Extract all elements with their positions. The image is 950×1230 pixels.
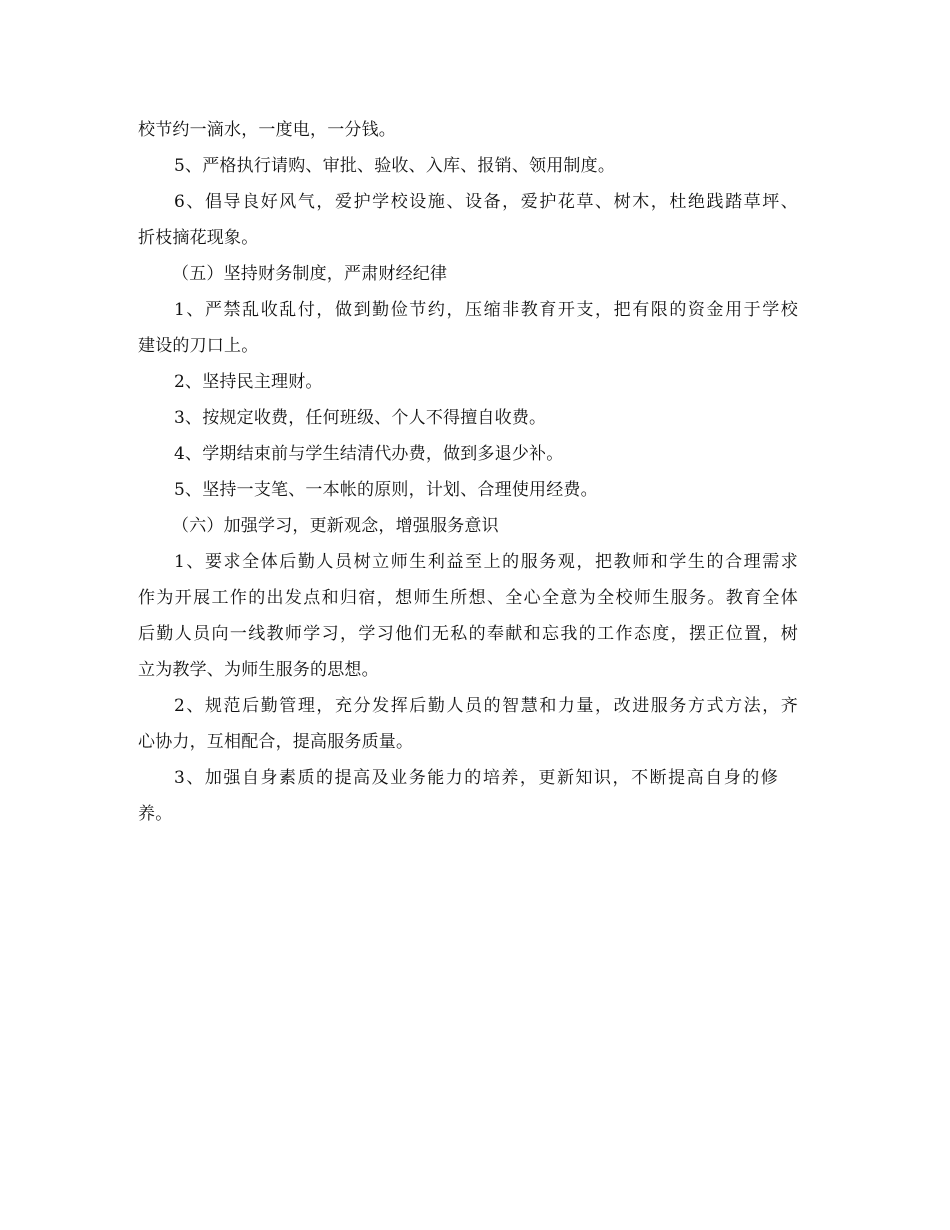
text-line: 作为开展工作的出发点和归宿，想师生所想、全心全意为全校师生服务。教育全体 — [138, 588, 798, 608]
list-item-5-one-pen: 5、坚持一支笔、一本帐的原则，计划、合理使用经费。 — [174, 480, 598, 500]
text-line: 1、要求全体后勤人员树立师生利益至上的服务观，把教师和学生的合理需求 — [174, 552, 798, 572]
text-line: 立为教学、为师生服务的思想。 — [138, 660, 379, 680]
text-line: 校节约一滴水，一度电，一分钱。 — [138, 120, 396, 140]
text-line: 3、加强自身素质的提高及业务能力的培养，更新知识，不断提高自身的修 — [174, 768, 778, 788]
list-item-3-fee-rules: 3、按规定收费，任何班级、个人不得擅自收费。 — [174, 408, 547, 428]
list-item-1-no-arbitrary-fees — [138, 292, 810, 328]
list-item-4-settle-fees: 4、学期结束前与学生结清代办费，做到多退少补。 — [174, 444, 564, 464]
list-item-2-standardize-management — [138, 688, 810, 724]
text-line: 养。 — [138, 804, 173, 824]
list-item-1-service-view — [138, 544, 810, 580]
list-item-5-purchase-rules: 5、严格执行请购、审批、验收、入库、报销、领用制度。 — [174, 156, 616, 176]
text-line: 心协力，互相配合，提高服务质量。 — [138, 732, 414, 752]
section-heading-finance: （五）坚持财务制度，严肃财经纪律 — [172, 264, 448, 284]
text-line: 6、倡导良好风气，爱护学校设施、设备，爱护花草、树木，杜绝践踏草坪、 — [174, 192, 798, 212]
text-line — [138, 580, 810, 616]
text-line: 后勤人员向一线教师学习，学习他们无私的奉献和忘我的工作态度，摆正位置，树 — [138, 624, 798, 644]
text-line — [138, 616, 810, 652]
text-line: 1、严禁乱收乱付，做到勤俭节约，压缩非教育开支，把有限的资金用于学校 — [174, 300, 798, 320]
section-heading-learning: （六）加强学习，更新观念，增强服务意识 — [172, 516, 499, 536]
document-body — [138, 112, 810, 832]
list-item-3-self-improvement — [138, 760, 810, 796]
text-line: 2、规范后勤管理，充分发挥后勤人员的智慧和力量，改进服务方式方法，齐 — [174, 696, 798, 716]
list-item-2-democratic-finance: 2、坚持民主理财。 — [174, 372, 323, 392]
text-line: 建设的刀口上。 — [138, 336, 259, 356]
text-line: 折枝摘花现象。 — [138, 228, 259, 248]
list-item-6-good-conduct — [138, 184, 810, 220]
